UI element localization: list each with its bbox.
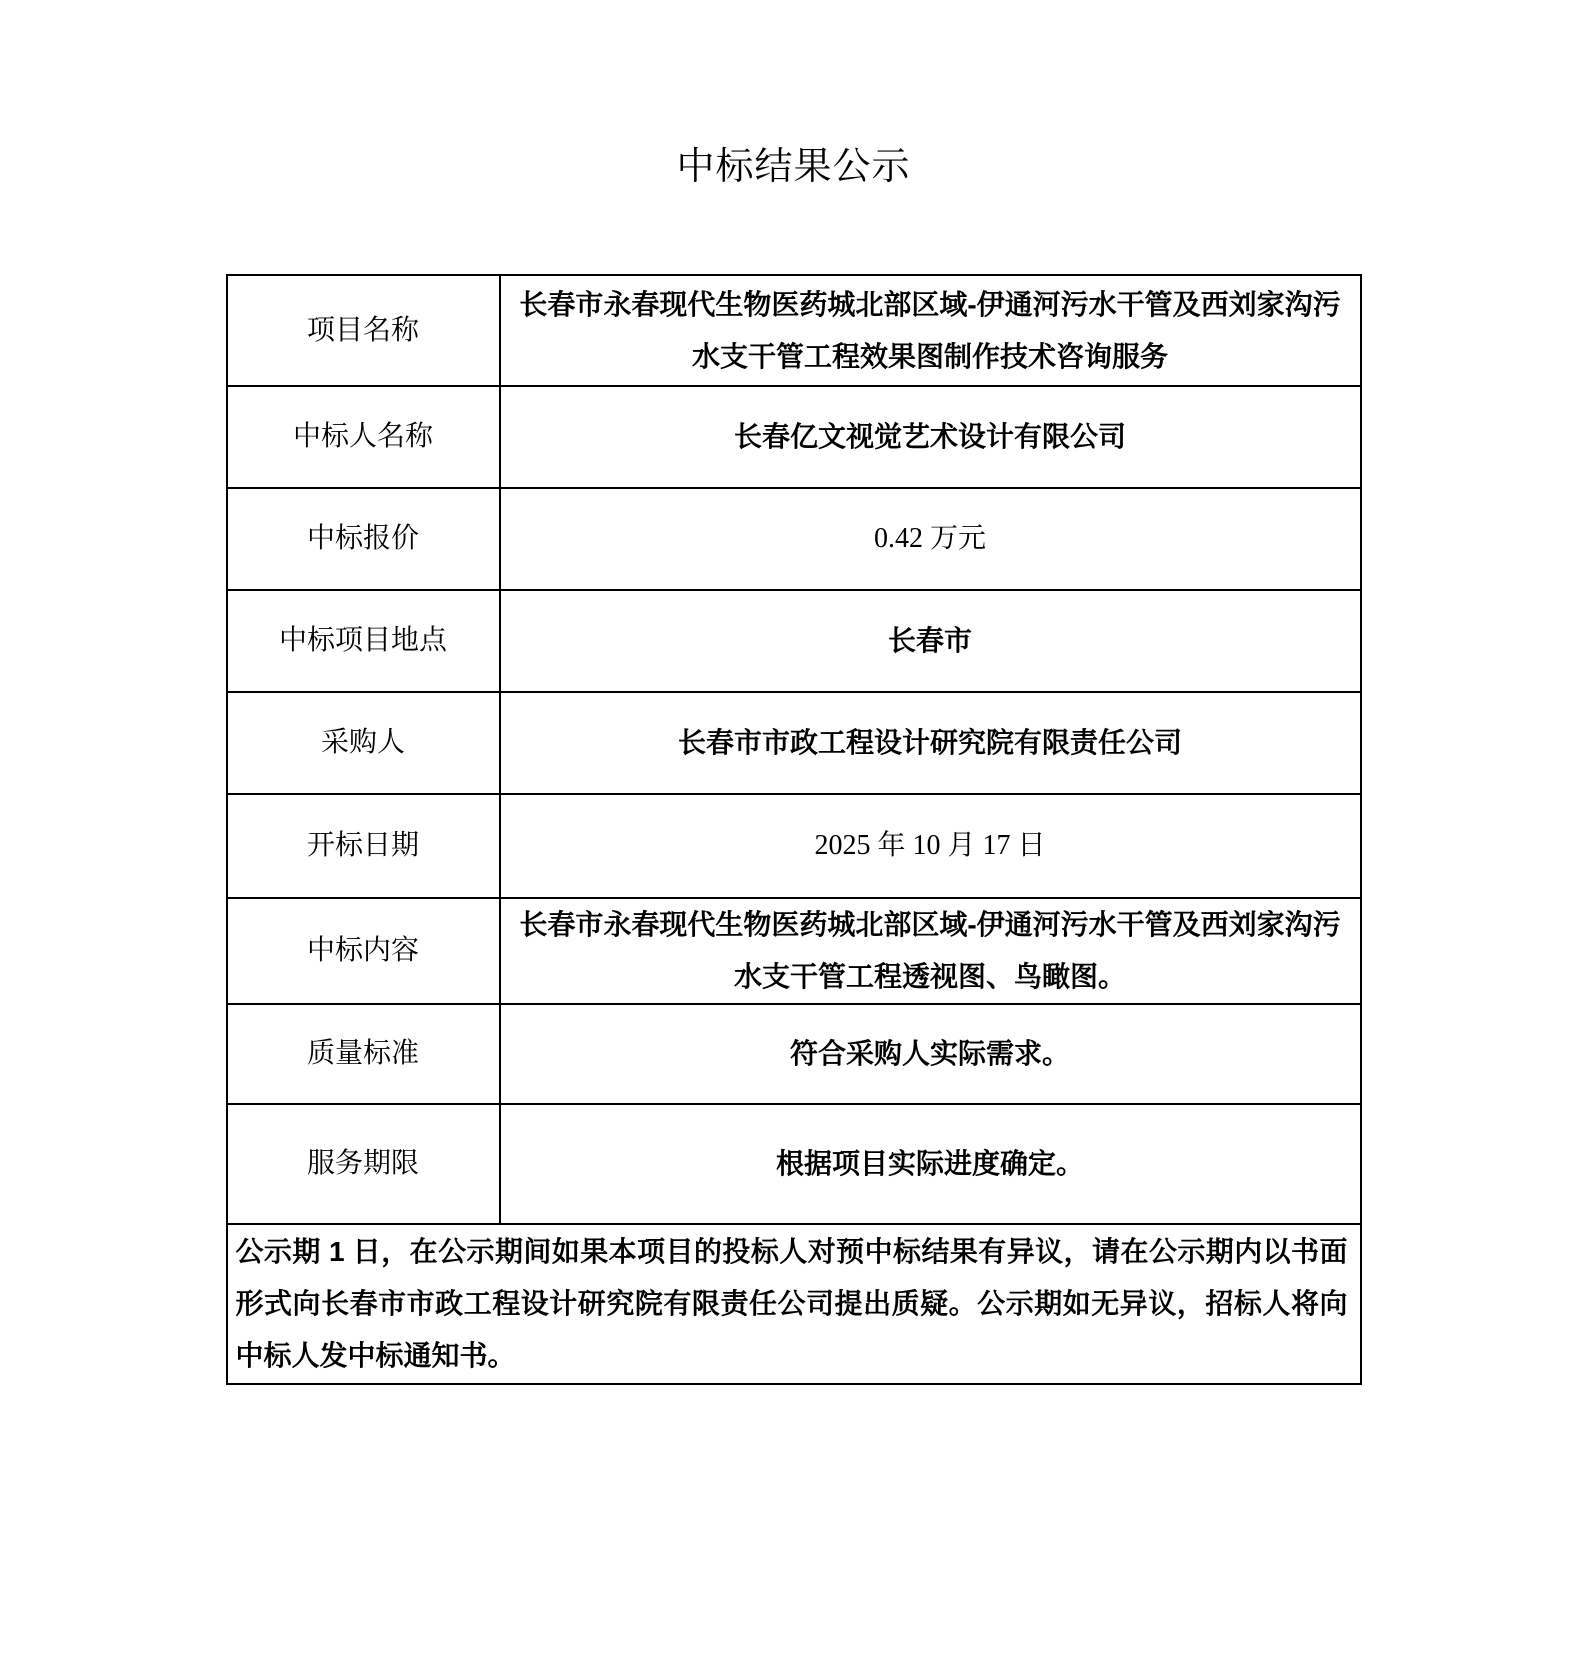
cell-label-quality-standard: 质量标准 bbox=[228, 1005, 501, 1103]
table-row-project-name bbox=[228, 276, 1360, 387]
table-row-quality-standard bbox=[228, 1005, 1360, 1105]
cell-value-award-content: 长春市永春现代生物医药城北部区域-伊通河污水干管及西刘家沟污水支干管工程透视图、鸟瞰图。 bbox=[519, 909, 1341, 992]
page-title: 中标结果公示 bbox=[676, 146, 911, 188]
cell-value-project-name: 长春市永春现代生物医药城北部区域-伊通河污水干管及西刘家沟污水支干管工程效果图制作技术咨询服务 bbox=[519, 288, 1341, 372]
cell-value-bid-opening-date: 2025 年 10 月 17 日 bbox=[814, 830, 1046, 861]
table-row-project-location bbox=[228, 591, 1360, 693]
cell-value-bid-price: 0.42 万元 bbox=[873, 523, 986, 554]
cell-label-award-content: 中标内容 bbox=[228, 899, 501, 1003]
bid-result-table bbox=[226, 274, 1362, 1385]
cell-label-project-name: 项目名称 bbox=[228, 276, 501, 385]
cell-value-quality-standard: 符合采购人实际需求。 bbox=[789, 1038, 1070, 1069]
table-row-bid-opening-date bbox=[228, 795, 1360, 899]
table-row-publicity-note bbox=[228, 1225, 1360, 1383]
table-row-service-period bbox=[228, 1105, 1360, 1225]
cell-value-service-period: 根据项目实际进度确定。 bbox=[775, 1148, 1084, 1179]
cell-label-purchaser: 采购人 bbox=[228, 693, 501, 793]
cell-label-service-period: 服务期限 bbox=[228, 1105, 501, 1223]
cell-label-bid-price: 中标报价 bbox=[228, 489, 501, 589]
cell-value-winner-name: 长春亿文视觉艺术设计有限公司 bbox=[733, 421, 1126, 452]
table-row-purchaser bbox=[228, 693, 1360, 795]
cell-value-purchaser: 长春市市政工程设计研究院有限责任公司 bbox=[677, 727, 1182, 758]
cell-label-winner-name: 中标人名称 bbox=[228, 387, 501, 487]
cell-label-project-location: 中标项目地点 bbox=[228, 591, 501, 691]
cell-label-bid-opening-date: 开标日期 bbox=[228, 795, 501, 897]
cell-value-project-location: 长春市 bbox=[887, 625, 972, 656]
table-row-award-content bbox=[228, 899, 1360, 1005]
table-row-winner-name bbox=[228, 387, 1360, 489]
publicity-note-text: 公示期 1 日，在公示期间如果本项目的投标人对预中标结果有异议，请在公示期内以书面形式向长春市市政工程设计研究院有限责任公司提出质疑。公示期如无异议，招标人将向中标人发中标通知书。 bbox=[235, 1236, 1348, 1371]
table-row-bid-price bbox=[228, 489, 1360, 591]
